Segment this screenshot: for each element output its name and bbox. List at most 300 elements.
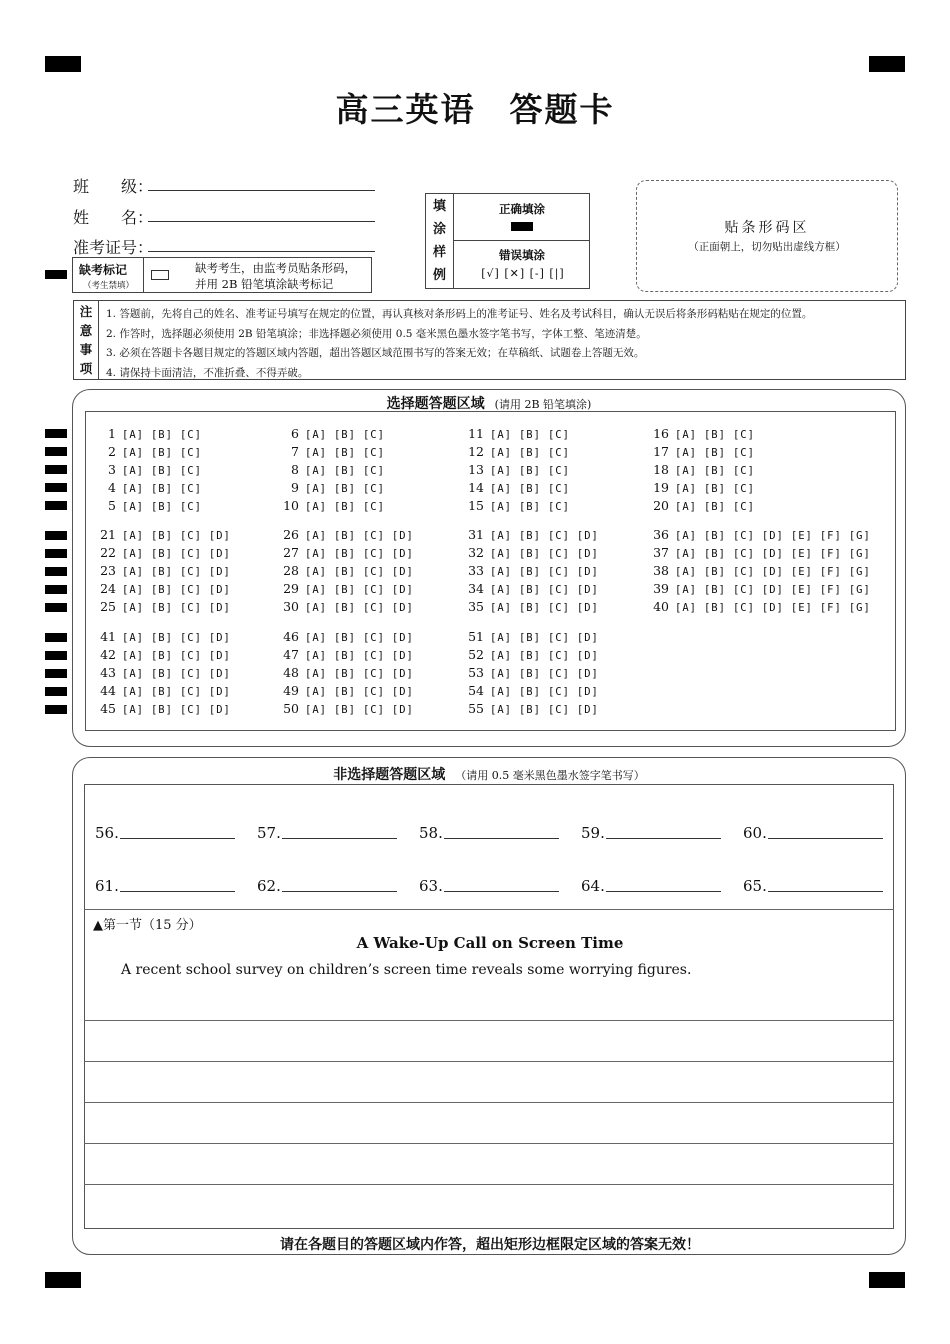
answer-bubble[interactable]: [B] <box>333 429 356 441</box>
answer-bubble[interactable]: [A] <box>305 686 327 698</box>
answer-bubble[interactable]: [B] <box>333 704 356 716</box>
sample-side-label <box>426 194 454 288</box>
answer-bubble[interactable]: [B] <box>150 447 173 459</box>
blank-underline[interactable] <box>444 838 559 839</box>
mcq-question <box>92 425 209 443</box>
answer-bubble[interactable]: [A] <box>305 704 327 716</box>
answer-bubble[interactable]: [A] <box>122 686 144 698</box>
answer-bubble[interactable]: [F] <box>819 602 842 614</box>
answer-bubble[interactable]: [B] <box>333 465 356 477</box>
answer-bubble[interactable]: [D] <box>391 602 414 614</box>
mcq-question <box>92 562 238 580</box>
answer-bubble[interactable]: [C] <box>547 548 570 560</box>
answer-bubble[interactable]: [A] <box>305 632 327 644</box>
question-number: 25 <box>100 599 116 614</box>
answer-bubble[interactable]: [C] <box>362 501 385 513</box>
answer-bubble[interactable]: [A] <box>122 668 144 680</box>
answer-bubble[interactable]: [C] <box>362 530 385 542</box>
exam-number-label: 准考证号： <box>73 238 154 257</box>
answer-bubble[interactable]: [C] <box>179 584 202 596</box>
writing-line[interactable] <box>84 1020 894 1021</box>
answer-bubble[interactable]: [D] <box>576 566 599 578</box>
answer-bubble[interactable]: [F] <box>819 584 842 596</box>
blank-underline[interactable] <box>120 838 235 839</box>
corner-mark-bottom-left <box>45 1272 81 1288</box>
answer-bubble[interactable]: [B] <box>333 501 356 513</box>
mcq-question <box>92 682 238 700</box>
answer-bubble[interactable]: [F] <box>819 566 842 578</box>
answer-bubble[interactable]: [C] <box>732 530 755 542</box>
blank-answer[interactable] <box>419 824 559 842</box>
answer-bubble[interactable]: [C] <box>179 465 202 477</box>
answer-bubble[interactable]: [A] <box>305 602 327 614</box>
blank-answer[interactable] <box>743 877 883 895</box>
answer-bubble[interactable]: [C] <box>547 530 570 542</box>
answer-bubble[interactable]: [C] <box>362 602 385 614</box>
blank-answer[interactable] <box>743 824 883 842</box>
answer-bubble[interactable]: [D] <box>761 566 784 578</box>
answer-bubble[interactable]: [B] <box>518 686 541 698</box>
answer-bubble[interactable]: [C] <box>362 650 385 662</box>
blank-underline[interactable] <box>120 891 235 892</box>
answer-bubble[interactable]: [D] <box>576 632 599 644</box>
answer-bubble[interactable]: [A] <box>490 483 512 495</box>
answer-bubble[interactable]: [B] <box>150 483 173 495</box>
answer-bubble[interactable]: [A] <box>122 447 144 459</box>
timing-mark <box>45 270 67 279</box>
answer-bubble[interactable]: [D] <box>576 584 599 596</box>
mcq-question <box>275 682 421 700</box>
answer-bubble[interactable]: [E] <box>790 530 813 542</box>
exam-number-field[interactable] <box>73 235 153 258</box>
answer-bubble[interactable]: [D] <box>391 668 414 680</box>
answer-bubble[interactable]: [C] <box>362 548 385 560</box>
answer-bubble[interactable]: [C] <box>547 704 570 716</box>
answer-bubble[interactable]: [B] <box>333 584 356 596</box>
answer-bubble[interactable]: [B] <box>703 447 726 459</box>
answer-bubble[interactable]: [C] <box>179 632 202 644</box>
answer-bubble[interactable]: [D] <box>391 566 414 578</box>
answer-bubble[interactable]: [B] <box>150 584 173 596</box>
answer-bubble[interactable]: [A] <box>122 632 144 644</box>
answer-bubble[interactable]: [A] <box>305 548 327 560</box>
answer-bubble[interactable]: [D] <box>208 668 231 680</box>
question-number: 43 <box>100 665 116 680</box>
answer-bubble[interactable]: [B] <box>150 650 173 662</box>
answer-bubble[interactable]: [A] <box>122 566 144 578</box>
answer-bubble[interactable]: [B] <box>150 632 173 644</box>
answer-bubble[interactable]: [D] <box>208 548 231 560</box>
fill-sample-box <box>425 193 590 289</box>
answer-bubble[interactable]: [D] <box>391 584 414 596</box>
timing-mark <box>45 687 67 696</box>
blank-underline[interactable] <box>606 891 721 892</box>
notes-side-char: 注 <box>79 304 93 319</box>
mcq-question <box>645 562 878 580</box>
answer-bubble[interactable]: [D] <box>208 530 231 542</box>
question-number: 19 <box>653 480 669 495</box>
question-number: 22 <box>100 545 116 560</box>
answer-bubble[interactable]: [B] <box>703 530 726 542</box>
question-number: 28 <box>283 563 299 578</box>
answer-bubble[interactable]: [A] <box>675 566 697 578</box>
writing-line[interactable] <box>84 1143 894 1144</box>
answer-bubble[interactable]: [A] <box>122 530 144 542</box>
answer-bubble[interactable]: [B] <box>703 602 726 614</box>
answer-bubble[interactable]: [C] <box>179 686 202 698</box>
answer-bubble[interactable]: [C] <box>547 650 570 662</box>
answer-bubble[interactable]: [B] <box>703 483 726 495</box>
mcq-question <box>275 443 392 461</box>
answer-bubble[interactable]: [A] <box>122 429 144 441</box>
answer-bubble[interactable]: [A] <box>122 548 144 560</box>
mcq-question <box>645 598 878 616</box>
answer-bubble[interactable]: [D] <box>576 686 599 698</box>
answer-bubble[interactable]: [B] <box>703 501 726 513</box>
answer-bubble[interactable]: [A] <box>305 447 327 459</box>
answer-bubble[interactable]: [B] <box>518 602 541 614</box>
answer-bubble[interactable]: [D] <box>208 584 231 596</box>
answer-bubble[interactable]: [B] <box>703 566 726 578</box>
answer-bubble[interactable]: [A] <box>305 566 327 578</box>
mcq-question <box>275 646 421 664</box>
answer-bubble[interactable]: [C] <box>547 566 570 578</box>
title-sub: 答题卡 <box>509 90 615 129</box>
answer-bubble[interactable]: [D] <box>761 548 784 560</box>
answer-bubble[interactable]: [C] <box>732 483 755 495</box>
answer-bubble[interactable]: [E] <box>790 566 813 578</box>
answer-bubble[interactable]: [A] <box>122 650 144 662</box>
question-number: 37 <box>653 545 669 560</box>
answer-bubble[interactable]: [A] <box>490 501 512 513</box>
answer-bubble[interactable]: [B] <box>150 548 173 560</box>
answer-bubble[interactable]: [B] <box>518 501 541 513</box>
answer-bubble[interactable]: [A] <box>490 465 512 477</box>
answer-bubble[interactable]: [B] <box>518 483 541 495</box>
essay-opening-sentence: A recent school survey on children’s screen time reveals some worrying figures. <box>121 962 692 978</box>
answer-bubble[interactable]: [B] <box>518 447 541 459</box>
answer-bubble[interactable]: [D] <box>208 566 231 578</box>
answer-bubble[interactable]: [B] <box>150 465 173 477</box>
answer-bubble[interactable]: [C] <box>547 483 570 495</box>
mcq-question <box>460 580 606 598</box>
answer-bubble[interactable]: [A] <box>490 650 512 662</box>
answer-bubble[interactable]: [C] <box>732 447 755 459</box>
answer-bubble[interactable]: [A] <box>490 602 512 614</box>
answer-bubble[interactable]: [D] <box>391 548 414 560</box>
answer-bubble[interactable]: [A] <box>122 465 144 477</box>
answer-bubble[interactable]: [A] <box>490 447 512 459</box>
answer-bubble[interactable]: [D] <box>391 704 414 716</box>
answer-bubble[interactable]: [B] <box>150 530 173 542</box>
mcq-question <box>275 461 392 479</box>
exam-number-underline <box>148 251 375 252</box>
answer-bubble[interactable]: [C] <box>732 429 755 441</box>
answer-bubble[interactable]: [A] <box>305 501 327 513</box>
blank-answer[interactable] <box>581 877 721 895</box>
answer-bubble[interactable]: [A] <box>490 429 512 441</box>
answer-bubble[interactable]: [B] <box>150 566 173 578</box>
mcq-heading-note: (请用 2B 铅笔填涂) <box>494 398 592 411</box>
answer-bubble[interactable]: [C] <box>547 668 570 680</box>
question-number: 45 <box>100 701 116 716</box>
note-item: 2. 作答时，选择题必须使用 2B 铅笔填涂；非选择题必须使用 0.5 毫米黑色墨水签字笔书写，字体工整、笔迹清楚。 <box>106 327 647 340</box>
answer-bubble[interactable]: [B] <box>333 447 356 459</box>
mcq-question <box>460 497 577 515</box>
answer-bubble[interactable]: [C] <box>732 501 755 513</box>
answer-bubble[interactable]: [A] <box>305 530 327 542</box>
answer-bubble[interactable]: [A] <box>675 465 697 477</box>
answer-bubble[interactable]: [A] <box>675 447 697 459</box>
mcq-question <box>645 461 762 479</box>
answer-bubble[interactable]: [A] <box>122 602 144 614</box>
blank-underline[interactable] <box>444 891 559 892</box>
answer-bubble[interactable]: [D] <box>208 602 231 614</box>
answer-bubble[interactable]: [B] <box>518 668 541 680</box>
answer-bubble[interactable]: [B] <box>518 429 541 441</box>
answer-bubble[interactable]: [C] <box>179 447 202 459</box>
absent-line-1: 缺考考生，由监考员贴条形码， <box>195 261 356 275</box>
mcq-question <box>460 425 577 443</box>
open-heading <box>73 764 905 784</box>
class-field[interactable] <box>73 174 153 197</box>
answer-bubble[interactable]: [C] <box>179 483 202 495</box>
question-number: 47 <box>283 647 299 662</box>
writing-line[interactable] <box>84 1061 894 1062</box>
answer-bubble[interactable]: [A] <box>305 584 327 596</box>
answer-bubble[interactable]: [C] <box>547 632 570 644</box>
answer-bubble[interactable]: [C] <box>732 465 755 477</box>
answer-bubble[interactable]: [B] <box>518 704 541 716</box>
question-number: 42 <box>100 647 116 662</box>
timing-mark <box>45 501 67 510</box>
answer-bubble[interactable]: [B] <box>333 530 356 542</box>
answer-bubble[interactable]: [A] <box>675 584 697 596</box>
answer-bubble[interactable]: [B] <box>333 602 356 614</box>
answer-bubble[interactable]: [G] <box>848 602 871 614</box>
answer-bubble[interactable]: [E] <box>790 602 813 614</box>
timing-mark <box>45 531 67 540</box>
blank-underline[interactable] <box>768 838 883 839</box>
answer-bubble[interactable]: [B] <box>333 548 356 560</box>
answer-bubble[interactable]: [C] <box>362 704 385 716</box>
answer-bubble[interactable]: [B] <box>518 632 541 644</box>
answer-bubble[interactable]: [A] <box>675 429 697 441</box>
answer-bubble[interactable]: [C] <box>179 429 202 441</box>
answer-bubble[interactable]: [G] <box>848 530 871 542</box>
answer-bubble[interactable]: [A] <box>490 584 512 596</box>
answer-bubble[interactable]: [B] <box>703 548 726 560</box>
answer-bubble[interactable]: [D] <box>761 602 784 614</box>
answer-bubble[interactable]: [B] <box>333 566 356 578</box>
answer-bubble[interactable]: [D] <box>391 650 414 662</box>
answer-bubble[interactable]: [B] <box>518 566 541 578</box>
answer-bubble[interactable]: [A] <box>490 686 512 698</box>
question-number: 12 <box>468 444 484 459</box>
answer-bubble[interactable]: [B] <box>150 686 173 698</box>
answer-bubble[interactable]: [C] <box>362 483 385 495</box>
question-number: 2 <box>108 444 116 459</box>
answer-bubble[interactable]: [B] <box>333 483 356 495</box>
blank-underline[interactable] <box>606 838 721 839</box>
blank-answer[interactable] <box>257 877 397 895</box>
blank-underline[interactable] <box>768 891 883 892</box>
answer-bubble[interactable]: [C] <box>362 686 385 698</box>
answer-bubble[interactable]: [B] <box>150 429 173 441</box>
answer-bubble[interactable]: [D] <box>391 686 414 698</box>
answer-bubble[interactable]: [C] <box>732 584 755 596</box>
absent-checkbox[interactable] <box>151 270 169 280</box>
answer-bubble[interactable]: [A] <box>490 632 512 644</box>
answer-bubble[interactable]: [B] <box>150 602 173 614</box>
answer-bubble[interactable]: [C] <box>179 548 202 560</box>
mcq-heading <box>73 393 905 413</box>
answer-bubble[interactable]: [E] <box>790 584 813 596</box>
blank-answer[interactable] <box>581 824 721 842</box>
answer-bubble[interactable]: [C] <box>547 465 570 477</box>
blank-underline[interactable] <box>282 891 397 892</box>
answer-bubble[interactable]: [A] <box>675 501 697 513</box>
answer-bubble[interactable]: [D] <box>761 530 784 542</box>
answer-bubble[interactable]: [C] <box>362 566 385 578</box>
answer-bubble[interactable]: [B] <box>333 650 356 662</box>
answer-bubble[interactable]: [C] <box>179 650 202 662</box>
answer-bubble[interactable]: [A] <box>490 704 512 716</box>
open-heading-text: 非选择题答题区域 <box>333 767 446 783</box>
answer-bubble[interactable]: [B] <box>518 530 541 542</box>
answer-bubble[interactable]: [A] <box>305 650 327 662</box>
answer-bubble[interactable]: [C] <box>362 584 385 596</box>
answer-bubble[interactable]: [A] <box>305 668 327 680</box>
answer-bubble[interactable]: [A] <box>305 483 327 495</box>
notes-side-char: 事 <box>79 342 93 357</box>
answer-bubble[interactable]: [F] <box>819 530 842 542</box>
answer-bubble[interactable]: [C] <box>179 501 202 513</box>
answer-bubble[interactable]: [A] <box>675 602 697 614</box>
answer-bubble[interactable]: [A] <box>490 566 512 578</box>
answer-bubble[interactable]: [B] <box>333 686 356 698</box>
timing-mark <box>45 651 67 660</box>
answer-bubble[interactable]: [C] <box>179 668 202 680</box>
answer-bubble[interactable]: [C] <box>362 465 385 477</box>
answer-bubble[interactable]: [C] <box>179 530 202 542</box>
answer-bubble[interactable]: [G] <box>848 566 871 578</box>
question-number: 15 <box>468 498 484 513</box>
answer-bubble[interactable]: [C] <box>179 602 202 614</box>
answer-bubble[interactable]: [B] <box>703 584 726 596</box>
answer-bubble[interactable]: [D] <box>576 704 599 716</box>
answer-bubble[interactable]: [C] <box>179 566 202 578</box>
answer-bubble[interactable]: [C] <box>547 584 570 596</box>
mcq-question <box>645 443 762 461</box>
answer-bubble[interactable]: [G] <box>848 548 871 560</box>
answer-bubble[interactable]: [C] <box>362 447 385 459</box>
answer-bubble[interactable]: [C] <box>547 447 570 459</box>
notes-side-label <box>74 301 99 379</box>
answer-bubble[interactable]: [G] <box>848 584 871 596</box>
answer-bubble[interactable]: [B] <box>518 465 541 477</box>
answer-bubble[interactable]: [A] <box>490 548 512 560</box>
answer-bubble[interactable]: [A] <box>675 548 697 560</box>
answer-bubble[interactable]: [B] <box>333 632 356 644</box>
answer-bubble[interactable]: [C] <box>362 632 385 644</box>
blank-answer[interactable] <box>95 877 235 895</box>
answer-bubble[interactable]: [D] <box>576 530 599 542</box>
answer-bubble[interactable]: [C] <box>362 429 385 441</box>
answer-bubble[interactable]: [D] <box>576 548 599 560</box>
answer-bubble[interactable]: [D] <box>391 530 414 542</box>
question-number: 52 <box>468 647 484 662</box>
answer-bubble[interactable]: [B] <box>150 501 173 513</box>
answer-bubble[interactable]: [C] <box>547 429 570 441</box>
answer-bubble[interactable]: [B] <box>333 668 356 680</box>
answer-bubble[interactable]: [D] <box>208 650 231 662</box>
answer-bubble[interactable]: [C] <box>547 686 570 698</box>
name-underline <box>148 221 375 222</box>
section-heading: ▲第一节（15 分） <box>93 918 202 933</box>
answer-bubble[interactable]: [D] <box>208 704 231 716</box>
answer-bubble[interactable]: [E] <box>790 548 813 560</box>
answer-bubble[interactable]: [B] <box>150 668 173 680</box>
question-number: 38 <box>653 563 669 578</box>
answer-bubble[interactable]: [B] <box>518 650 541 662</box>
note-item: 3. 必须在答题卡各题目规定的答题区域内答题，超出答题区域范围书写的答案无效；在草稿纸、试题卷上答题无效。 <box>106 347 645 359</box>
blank-number: 63. <box>419 877 443 895</box>
answer-bubble[interactable]: [C] <box>732 548 755 560</box>
question-number: 46 <box>283 629 299 644</box>
answer-bubble[interactable]: [D] <box>576 650 599 662</box>
answer-bubble[interactable]: [C] <box>732 602 755 614</box>
writing-line[interactable] <box>84 1102 894 1103</box>
answer-bubble[interactable]: [C] <box>362 668 385 680</box>
answer-bubble[interactable]: [B] <box>518 584 541 596</box>
answer-bubble[interactable]: [B] <box>150 704 173 716</box>
answer-bubble[interactable]: [C] <box>547 501 570 513</box>
answer-bubble[interactable]: [D] <box>576 602 599 614</box>
name-field[interactable] <box>73 205 153 228</box>
writing-line[interactable] <box>84 1184 894 1185</box>
answer-bubble[interactable]: [D] <box>208 686 231 698</box>
answer-bubble[interactable]: [A] <box>675 530 697 542</box>
answer-bubble[interactable]: [A] <box>122 584 144 596</box>
blank-answer[interactable] <box>95 824 235 842</box>
answer-bubble[interactable]: [B] <box>518 548 541 560</box>
blank-answer[interactable] <box>257 824 397 842</box>
answer-bubble[interactable]: [C] <box>179 704 202 716</box>
answer-bubble[interactable]: [A] <box>305 429 327 441</box>
sample-side-char: 涂 <box>432 222 446 237</box>
answer-bubble[interactable]: [C] <box>732 566 755 578</box>
answer-bubble[interactable]: [A] <box>675 483 697 495</box>
answer-bubble[interactable]: [F] <box>819 548 842 560</box>
answer-bubble[interactable]: [D] <box>576 668 599 680</box>
answer-bubble[interactable]: [D] <box>391 632 414 644</box>
answer-bubble[interactable]: [A] <box>122 704 144 716</box>
answer-bubble[interactable]: [B] <box>703 429 726 441</box>
answer-bubble[interactable]: [A] <box>122 483 144 495</box>
blank-answer[interactable] <box>419 877 559 895</box>
answer-bubble[interactable]: [D] <box>208 632 231 644</box>
answer-bubble[interactable]: [A] <box>490 668 512 680</box>
answer-bubble[interactable]: [A] <box>122 501 144 513</box>
blank-underline[interactable] <box>282 838 397 839</box>
answer-bubble[interactable]: [C] <box>547 602 570 614</box>
answer-bubble[interactable]: [D] <box>761 584 784 596</box>
notes-list <box>106 305 812 383</box>
answer-bubble[interactable]: [B] <box>703 465 726 477</box>
answer-bubble[interactable]: [A] <box>490 530 512 542</box>
answer-bubble[interactable]: [A] <box>305 465 327 477</box>
